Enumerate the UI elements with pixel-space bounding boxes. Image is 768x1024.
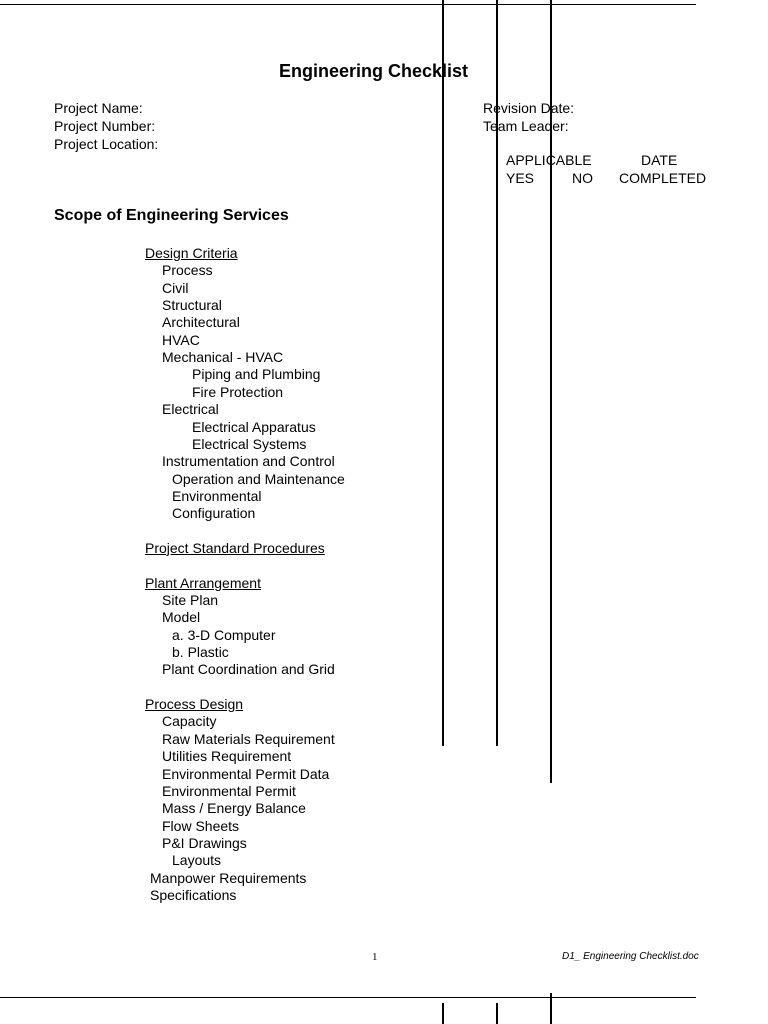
checklist-item: Utilities Requirement bbox=[162, 748, 292, 765]
checklist-item: Model bbox=[162, 609, 201, 626]
column-stub-3 bbox=[550, 993, 552, 1024]
checklist-item: Electrical Apparatus bbox=[192, 418, 316, 435]
checklist-item: Fire Protection bbox=[192, 383, 284, 400]
checklist-item: Site Plan bbox=[162, 592, 219, 608]
checklist-item: Instrumentation and Control bbox=[162, 453, 335, 470]
subsection-heading: Project Standard Procedures bbox=[145, 539, 325, 556]
column-stub-1 bbox=[442, 1003, 444, 1024]
checklist-item: Flow Sheets bbox=[162, 817, 240, 834]
checklist-item: Specifications bbox=[150, 886, 237, 903]
checklist-item: Electrical Systems bbox=[192, 435, 307, 452]
field-project-location: Project Location: bbox=[54, 136, 159, 152]
subsection-heading: Plant Arrangement bbox=[145, 574, 261, 591]
checklist-item: Capacity bbox=[162, 713, 217, 730]
page-number: 1 bbox=[372, 951, 378, 963]
checklist-item: Layouts bbox=[172, 852, 222, 869]
checklist-item: Mass / Energy Balance bbox=[162, 800, 306, 817]
checklist-item: Environmental bbox=[172, 487, 262, 504]
checklist-item: Electrical bbox=[162, 401, 219, 418]
field-project-number: Project Number: bbox=[54, 118, 156, 134]
checklist-item: HVAC bbox=[162, 331, 200, 348]
checklist-item: Environmental Permit Data bbox=[162, 765, 330, 782]
top-rule bbox=[0, 4, 696, 5]
column-header-yes: YES bbox=[506, 170, 535, 186]
checklist-item: Configuration bbox=[172, 505, 256, 522]
checklist-item: Mechanical - HVAC bbox=[162, 349, 284, 366]
checklist-item: Manpower Requirements bbox=[150, 869, 307, 886]
column-header-completed: COMPLETED bbox=[619, 170, 707, 186]
checklist-item: Architectural bbox=[162, 314, 240, 331]
checklist-item: Operation and Maintenance bbox=[172, 470, 345, 487]
checklist-item: Environmental Permit bbox=[162, 782, 296, 799]
checklist-item: Raw Materials Requirement bbox=[162, 730, 335, 747]
column-header-date: DATE bbox=[641, 152, 678, 168]
checklist-item: a. 3-D Computer bbox=[172, 626, 276, 643]
document-title: Engineering Checklist bbox=[279, 61, 469, 81]
bottom-rule bbox=[0, 997, 696, 998]
checklist-item: b. Plastic bbox=[172, 644, 229, 661]
checklist-item: Structural bbox=[162, 297, 222, 314]
section-title: Scope of Engineering Services bbox=[54, 207, 289, 224]
checklist-item: Plant Coordination and Grid bbox=[162, 661, 335, 678]
checklist-item: Piping and Plumbing bbox=[192, 366, 321, 383]
field-project-name: Project Name: bbox=[54, 100, 143, 116]
field-revision-date: Revision Date: bbox=[483, 100, 575, 116]
field-team-leader: Team Leader: bbox=[483, 118, 569, 134]
subsection-heading: Process Design bbox=[145, 696, 244, 713]
column-line-1 bbox=[442, 0, 444, 746]
checklist-item: Civil bbox=[162, 279, 189, 296]
checklist-item: Process bbox=[162, 262, 213, 279]
checklist-item: P&I Drawings bbox=[162, 834, 247, 851]
subsection-heading: Design Criteria bbox=[145, 245, 238, 261]
column-header-no: NO bbox=[572, 170, 593, 186]
footer-filename: D1_ Engineering Checklist.doc bbox=[562, 951, 699, 962]
column-stub-2 bbox=[496, 1003, 498, 1024]
column-header-applicable: APPLICABLE bbox=[506, 152, 592, 168]
